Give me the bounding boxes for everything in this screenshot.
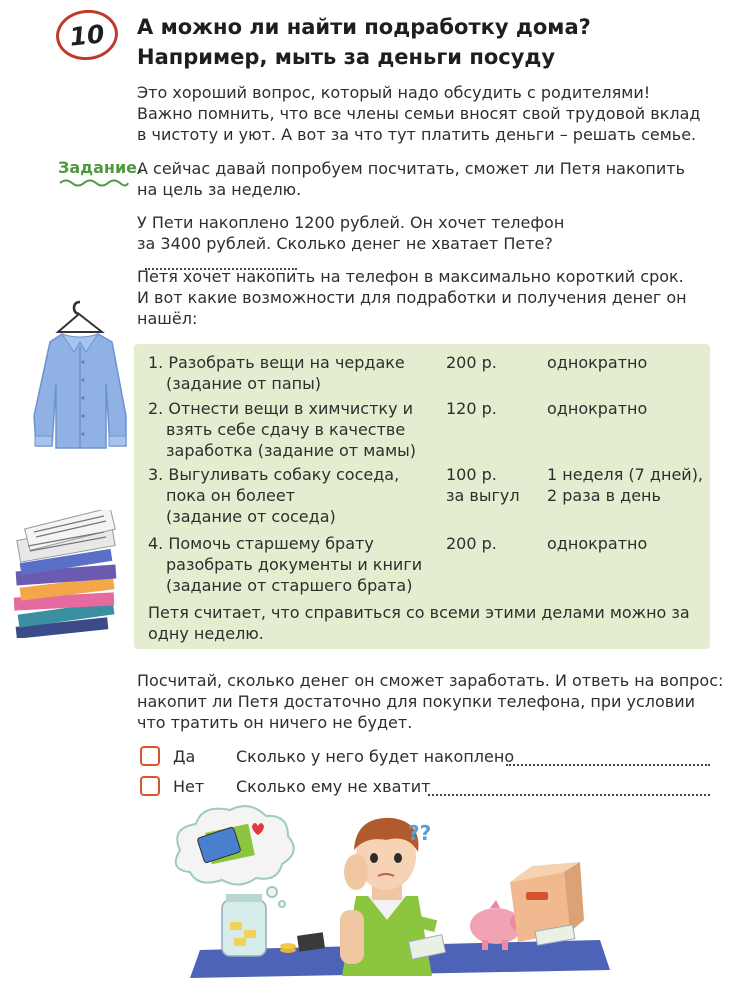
table-row — [148, 352, 405, 394]
job-description: пока он болеет — [166, 486, 296, 505]
job-frequency-line: 2 раза в день — [547, 486, 661, 505]
job-frequency: однократно — [547, 353, 648, 372]
opportunities-line: И вот какие возможности для подработки и получения денег он — [137, 288, 687, 307]
box-note-line: Петя считает, что справиться со всеми этими делами можно за — [148, 603, 690, 622]
option-no-label: Нет — [173, 777, 205, 796]
savings-question: за 3400 рублей. Сколько денег не хватает Пете? — [137, 234, 553, 253]
question-marks: ?? — [408, 821, 432, 845]
boy-saving-money-illustration — [160, 800, 620, 996]
job-description: (задание от папы) — [166, 374, 322, 393]
task-label: Задание. — [58, 158, 144, 177]
answer-line-missing[interactable] — [428, 782, 710, 796]
job-description: 1. Разобрать вещи на чердаке — [148, 353, 405, 372]
job-description: 2. Отнести вещи в химчистку и — [148, 399, 414, 418]
job-price-line: 100 р. — [446, 465, 497, 484]
shirt-on-hanger-illustration — [28, 296, 132, 456]
wave-underline — [58, 178, 130, 188]
question-text — [137, 670, 723, 733]
question-line: что тратить он ничего не будет. — [137, 713, 413, 732]
job-price: 120 р. — [446, 399, 497, 418]
task-line: А сейчас давай попробуем посчитать, сможет ли Петя накопить — [137, 159, 685, 178]
intro-line: Это хороший вопрос, который надо обсудить с родителями! — [137, 83, 651, 102]
job-description: взять себе сдачу в качестве — [166, 420, 406, 439]
page-title: А можно ли найти подработку дома? Например, мыть за деньги посуду — [137, 15, 591, 69]
job-description: разобрать документы и книги — [166, 555, 423, 574]
opportunities-line: Петя хочет накопить на телефон в максимально короткий срок. — [137, 267, 684, 286]
table-row — [148, 464, 399, 527]
job-price — [446, 464, 520, 506]
savings-line: У Пети накоплено 1200 рублей. Он хочет телефон — [137, 213, 565, 232]
answer-line-saved[interactable] — [506, 752, 710, 766]
intro-paragraph — [137, 82, 700, 145]
option-yes-label: Да — [173, 747, 196, 766]
job-frequency-line: 1 неделя (7 дней), — [547, 465, 704, 484]
task-line: на цель за неделю. — [137, 180, 302, 199]
job-description: 3. Выгуливать собаку соседа, — [148, 465, 400, 484]
question-line: накопит ли Петя достаточно для покупки телефона, при условии — [137, 692, 696, 711]
opportunities-line: нашёл: — [137, 309, 198, 328]
opportunities-intro — [137, 266, 687, 329]
task-text — [137, 158, 685, 200]
table-row — [148, 398, 416, 461]
job-price: 200 р. — [446, 353, 497, 372]
prompt-saved-amount: Сколько у него будет накоплено — [236, 747, 515, 766]
question-line: Посчитай, сколько денег он сможет заработать. И ответь на вопрос: — [137, 671, 724, 690]
job-price-line: за выгул — [446, 486, 520, 505]
prompt-missing-amount: Сколько ему не хватит — [236, 777, 431, 796]
box-note — [148, 602, 690, 644]
job-frequency: однократно — [547, 399, 648, 418]
checkbox-no[interactable] — [140, 776, 160, 796]
intro-line: Важно помнить, что все члены семьи вносят свой трудовой вклад — [137, 104, 701, 123]
job-frequency — [547, 464, 703, 506]
job-description: (задание от соседа) — [166, 507, 336, 526]
box-note-line: одну неделю. — [148, 624, 264, 643]
books-and-papers-illustration — [8, 510, 132, 638]
job-description: 4. Помочь старшему брату — [148, 534, 374, 553]
intro-line: в чистоту и уют. А вот за что тут платить деньги – решать семье. — [137, 125, 697, 144]
checkbox-yes[interactable] — [140, 746, 160, 766]
table-row — [148, 533, 422, 596]
job-price: 200 р. — [446, 534, 497, 553]
exercise-number: 10 — [54, 7, 121, 63]
job-frequency: однократно — [547, 534, 648, 553]
job-description: (задание от старшего брата) — [166, 576, 413, 595]
job-description: заработка (задание от мамы) — [166, 441, 417, 460]
